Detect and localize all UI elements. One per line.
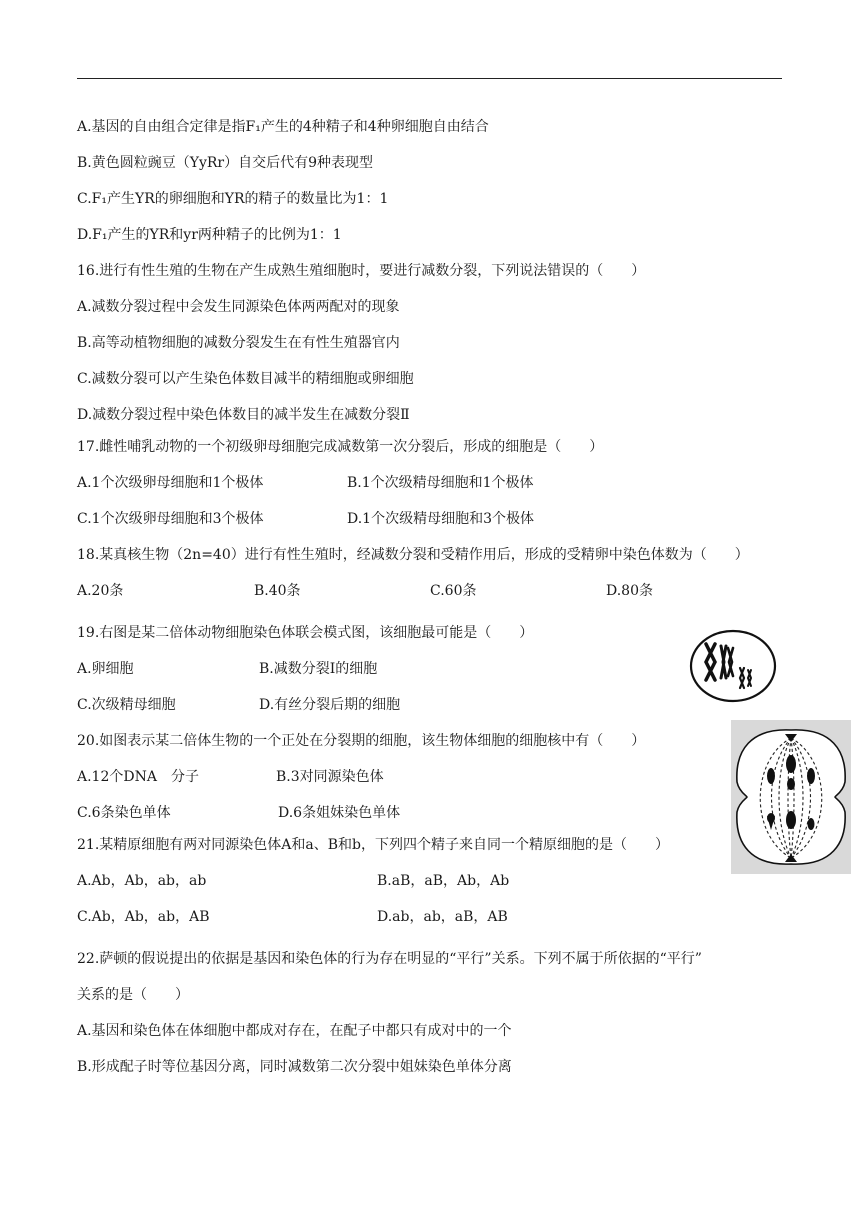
- q18-option-a: A.20条: [77, 583, 124, 599]
- q16-stem: 16.进行有性生殖的生物在产生成熟生殖细胞时，要进行减数分裂，下列说法错误的（ ）: [77, 263, 646, 279]
- header-rule: [77, 78, 782, 79]
- q18-stem: 18.某真核生物（2n=40）进行有性生殖时，经减数分裂和受精作用后，形成的受精卵中染色体数为（ ）: [77, 547, 749, 563]
- q16-option-a: A.减数分裂过程中会发生同源染色体两两配对的现象: [77, 299, 400, 315]
- q21-stem: 21.某精原细胞有两对同源染色体A和a、B和b，下列四个精子来自同一个精原细胞的是（ ）: [77, 837, 669, 853]
- q15-option-d: D.F₁产生的YR和yr两种精子的比例为1：1: [77, 227, 342, 243]
- q20-option-d: D.6条姐妹染色单体: [278, 805, 401, 821]
- q22-option-a: A.基因和染色体在体细胞中都成对存在，在配子中都只有成对中的一个: [77, 1023, 512, 1039]
- q20-option-c: C.6条染色单体: [77, 805, 171, 821]
- q19-option-c: C.次级精母细胞: [77, 697, 176, 713]
- q18-option-b: B.40条: [254, 583, 301, 599]
- q15-option-b: B.黄色圆粒豌豆（YyRr）自交后代有9种表现型: [77, 155, 374, 171]
- q22-stem-line2: 关系的是（ ）: [77, 987, 189, 1003]
- synapsis-cell-figure: [688, 628, 778, 704]
- q19-stem: 19.右图是某二倍体动物细胞染色体联会模式图，该细胞最可能是（ ）: [77, 625, 534, 641]
- q17-option-a: A.1个次级卵母细胞和1个极体: [77, 475, 264, 491]
- q15-option-c: C.F₁产生YR的卵细胞和YR的精子的数量比为1：1: [77, 191, 389, 207]
- q16-option-b: B.高等动植物细胞的减数分裂发生在有性生殖器官内: [77, 335, 400, 351]
- q17-option-d: D.1个次级精母细胞和3个极体: [347, 511, 534, 527]
- q17-option-b: B.1个次级精母细胞和1个极体: [347, 475, 534, 491]
- q20-option-b: B.3对同源染色体: [276, 769, 384, 785]
- q22-option-b: B.形成配子时等位基因分离，同时减数第二次分裂中姐妹染色单体分离: [77, 1059, 512, 1075]
- q18-option-d: D.80条: [606, 583, 653, 599]
- q20-option-a: A.12个DNA 分子: [77, 769, 199, 785]
- q22-stem-line1: 22.萨顿的假说提出的依据是基因和染色体的行为存在明显的“平行”关系。下列不属于所依据的“平行”: [77, 951, 702, 967]
- q16-option-d: D.减数分裂过程中染色体数目的减半发生在减数分裂Ⅱ: [77, 407, 410, 423]
- dividing-cell-figure: [731, 720, 851, 874]
- q19-option-d: D.有丝分裂后期的细胞: [259, 697, 401, 713]
- q19-option-b: B.减数分裂Ⅰ的细胞: [259, 661, 378, 677]
- q21-option-d: D.ab，ab，aB，AB: [377, 909, 508, 925]
- q17-option-c: C.1个次级卵母细胞和3个极体: [77, 511, 264, 527]
- q19-option-a: A.卵细胞: [77, 661, 134, 677]
- q18-option-c: C.60条: [430, 583, 477, 599]
- q15-option-a: A.基因的自由组合定律是指F₁产生的4种精子和4种卵细胞自由结合: [77, 119, 489, 135]
- q20-stem: 20.如图表示某二倍体生物的一个正处在分裂期的细胞，该生物体细胞的细胞核中有（ ）: [77, 733, 646, 749]
- q21-option-a: A.Ab，Ab，ab，ab: [77, 873, 207, 889]
- q17-stem: 17.雌性哺乳动物的一个初级卵母细胞完成减数第一次分裂后，形成的细胞是（ ）: [77, 439, 604, 455]
- q16-option-c: C.减数分裂可以产生染色体数目减半的精细胞或卵细胞: [77, 371, 414, 387]
- q21-option-c: C.Ab，Ab，ab，AB: [77, 909, 210, 925]
- q21-option-b: B.aB，aB，Ab，Ab: [377, 873, 510, 889]
